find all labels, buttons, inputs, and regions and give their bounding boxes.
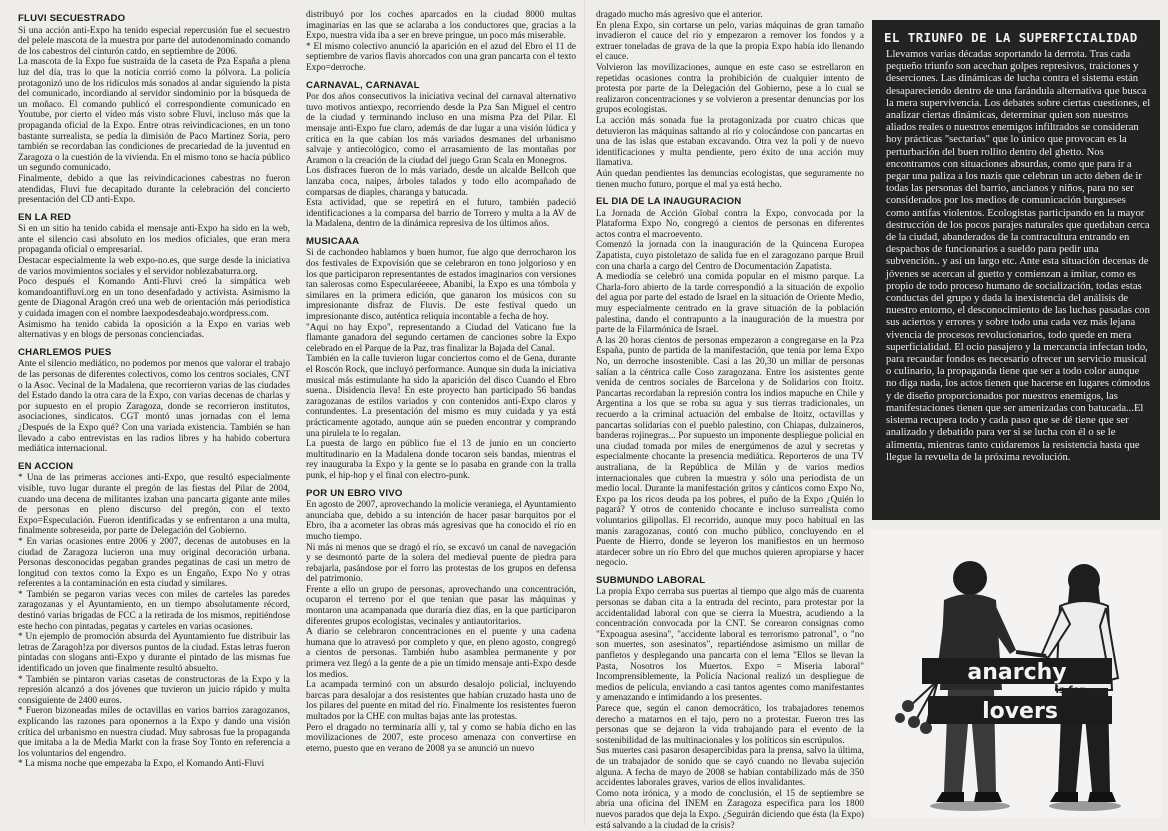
paragraph: * En varias ocasiones entre 2006 y 2007, decenas de autobuses en la ciudad de Zaragoza lucieron una muy original decoración urbana. Personas desconocidas pegaban grandes pegatinas de casi un metro de longitud con textos como la Expo es un Engaño, Expo No y otras referentes a la contaminación en esta ciudad y similares. xyxy=(18,536,290,590)
paragraph: Poco después el Komando Anti-Fluvi creó la simpática web komandoantifluvi.org en un tono desenfadado y activista. Asimismo la gente de Diagonal Aragón creó una web de orientación más periodística y cuidada imagen con el nombre laexpodesdeabajo.wordpress.com. xyxy=(18,277,290,320)
paragraph: * Un ejemplo de promoción absurda del Ayuntamiento fue distribuir las letras de Zaragoh!za por diversos puntos de la ciudad. Estas letras fueron pintadas con slogans anti-Expo y durante el pintado de las mismas fue identificado un joven que finalmente resultó absuelto. xyxy=(18,632,290,675)
paragraph: * Una de las primeras acciones anti-Expo, que resultó especialmente visible, tuvo lugar durante el pregón de las fiestas del Pilar de 2004, cuando una decena de militantes izaban una pancarta gigante ante miles de personas en pleno discurso del pregón, con el texto Expo=Especulación. Fueron identificadas y se enfrentaron a una multa, finalmente sobreseida, por parte de Delegación del Gobierno. xyxy=(18,473,290,537)
section-heading: MUSICAAA xyxy=(306,235,360,247)
paragraph: Ante el silencio mediático, no podemos por menos que valorar el trabajo de las personas de diferentes colectivos, como los centros sociales, CNT o la Asoc. Vecinal de la Madalena, que recorrieron varias de las ciudades del Estado dando la otra cara de la Expo, con varias decenas de charlas y por supuesto en el propio Zaragoza, donde se recorrieron institutos, asociaciones, sindicatos. CGT montó unas jornadas con el lema ¿Después de la Expo qué? Con una variada existencia. También se han llevado a cabo entrevistas en las radios libres y ha habido cobertura mediática internacional. xyxy=(18,359,290,455)
section-heading: EN ACCION xyxy=(18,460,74,472)
page-fold xyxy=(584,0,585,826)
slogan-line-1: anarchy xyxy=(967,660,1067,685)
paragraph: Los disfraces fueron de lo más variado, desde un alcalde Bellcoh que lanzaba coca, naipes, árboles talados y todo ello acompañado de comparsas de diaples, charanga y batucada. xyxy=(306,166,576,198)
paragraph: Ni más ni menos que se dragó el río, se excavó un canal de navegación y se desmontó parte de la solera del medieval puente de piedra para rebajarla, pasándose por el forro las protestas de los grupos en defensa del patrimonio. xyxy=(306,542,576,585)
section-heading: POR UN EBRO VIVO xyxy=(306,487,403,499)
section-heading: CARNAVAL, CARNAVAL xyxy=(306,79,420,91)
slogan-line-3: lovers xyxy=(982,699,1058,724)
paragraph: distribuyó por los coches aparcados en la ciudad 8000 multas imaginarias en las que se aclaraba a los conductores que, gracias a la Expo, nuestra vida iba a ser en breve pringue, un poco más miserable. xyxy=(306,10,576,42)
paragraph: A diario se celebraron concentraciones en el puente y una cadena humana que lo atravesó por completo y que, en pleno agosto, congregó a cientos de personas. También hubo asamblea permanente y por primera vez llegó a la gente de a pie un tímido mensaje anti-Expo desde los medios. xyxy=(306,627,576,680)
paragraph: * También se pegaron varias veces con miles de carteles las paredes zaragozanas y el Ayuntamiento, en un tiempo absolutamente récord, destinó varias brigadas de FCC a la retirada de los mismos, repitiéndose este hecho con pintadas, pegatas y carteles en varias ocasiones. xyxy=(18,589,290,632)
paragraph: Comenzó la jornada con la inauguración de la Quincena Europea Zapatista, cuyo pistoletazo de salida fue en el zaragozano parque Bruil con una charla a cargo del Centro de Documentación Zapatista. xyxy=(596,240,864,272)
paragraph: Destacar especialmente la web expo-no.es, que surge desde la iniciativa de varios movimientos sociales y el servidor noblezabaturra.org. xyxy=(18,256,290,277)
paragraph: La puesta de largo en público fue el 13 de junio en un concierto multitudinario en la Madalena donde tocaron seis bandas, mientras el rey inauguraba la Expo y la gente se lo pasaba en grande con la tralla punk, el hip-hop y el final con electro-punk. xyxy=(306,439,576,481)
paragraph: Por dos años consecutivos la iniciativa vecinal del carnaval alternativo tuvo motivos antiexpo, recorriendo desde la Pza San Miguel el centro de la ciudad y terminando incluso en una misma Pza del Pilar. El mensaje anti-Expo fue claro, además de dar lugar a una visión lúdica y crítica en la que cabían los más variados desmanes del urbanismo salvaje y antiecológico, como el arrasamiento de las montañas por Aramon o la creación de la ciudad del juego Gran Scala en Monegros. xyxy=(306,92,576,166)
column-1 xyxy=(18,10,290,822)
paragraph: En plena Expo, sin cortarse un pelo, varias máquinas de gran tamaño invadieron el cauce del río y empezaron a remover los fondos y a extraer toneladas de grava de la que la propia Expo había ido llenando el cauce. xyxy=(596,20,864,63)
paragraph: A las 20 horas cientos de personas empezaron a congregarse en la Pza España, punto de partida de la manifestación, que tenía por lema Expo No, un derroche insostenible. Casi a las 20,30 un millar de personas salían a la céntrica calle Coso zaragozana. Entre los asistentes gente venida de centros sociales de Barcelona y de Solidarios con Itoitz. Pancartas recordaban la represión contra los indios mapuche en Chile y Argentina a los que se roba su agua y sus tierras tradicionales, un recuerdo a la criminal actuación del embalse de Itoitz, octavillas y pancartas solidarias con el pueblo palestino, con Chiapas, dulzaineros, banderas rojinegras... Por supuesto un imponente despliegue policial en una ciudad tomada por miles de energúmenos de azul y secretas y especialmente chocante la presencia mediática. Reporteros de una TV australiana, de la República de Milán y de varios medios internacionales que cubren la muestra y sólo una periodista de un medio local. Durante la manifestación gritos y cánticos como Expo No, Expo pa los ricos deuda pa los pobres, el puño de la Expo ¿Quién lo pagará? Y otros de contenido chocante e incluso surrealista como voluntarios gilipollas. El recorrido, aunque muy poco habitual en las manis zaragozanas, contó con mucho público, concluyendo en el Puente de Hierro, donde se leyeron los manifiestos en un hermoso atardecer sobre un río Ebro del que muchos quieren apropiarse y hacer negocio. xyxy=(596,335,864,569)
paragraph: La mascota de la Expo fue sustraída de la caseta de Pza España a plena luz del día, tras lo que la noticia corrió como la pólvora. La policía protagonizó uno de los ridículos más sonados al andar siguiendo la pista del comunicado, incordiando al servidor sindominio por la búsqueda de un moñaco. El comando publicó el correspondiente comunicado en Youtube, por cierto el vídeo más visto sobre Fluvi, incluso más que la propaganda oficial de la Expo. Entre otras reivindicaciones, en un tono bastante surrealista, se pedía la dimisión de Paco Martínez Soria, pero también se recordaban las condiciones de precariedad de la juventud en Zaragoza o la cuestión de la vivienda. En el mismo tono se hacía público un segundo comunicado. xyxy=(18,57,290,174)
paragraph: Aún quedan pendientes las denuncias ecologistas, que seguramente no tienen mucho futuro, porque el mal ya está hecho. xyxy=(596,168,864,190)
paragraph: Sus muertes casi pasaron desapercibidas para la prensa, salvo la última, de un trabajador de sonido que se cayó cuando no llevaba sujeción alguna. A fecha de mayo de 2008 se habían contabilizado más de 350 accidentes laborales graves, varios de ellos invalidantes. xyxy=(596,746,864,789)
paragraph: Frente a ello un grupo de personas, aprovechando una concentración, ocuparon el terreno por el que tenían que pasar las máquinas y montaron una acampanada que duraría diez días, en la que participaron diferentes grupos ecologistas, vecinales y antiautoritarios. xyxy=(306,584,576,627)
paragraph: La Jornada de Acción Global contra la Expo, convocada por la Plataforma Expo No, congregó a cientos de personas en diferentes actos contra el macroevento. xyxy=(596,208,864,240)
paragraph: "Aquí no hay Expo", representando a Ciudad del Vaticano fue la flamante ganadora del segundo certamen de canciones sobre la Expo celebrado en el Parque de la Paz, tras finalizar la Bajada del Canal. xyxy=(306,322,576,354)
paragraph: Finalmente, debido a que las reivindicaciones cabestras no fueron atendidas, Fluvi fue decapitado durante la celebración del concierto presentación del CD anti-Expo. xyxy=(18,173,290,206)
paragraph: A mediodía se celebró una comida popular en el mismo parque. La Charla-foro abierto de la tarde correspondió a la situación de expolio del agua por parte del estado de Israel en la situación de Oriente Medio, muy especialmente centrado en la grave situación de la población palestina, dando el contrapunto a la inauguración de la muestra por parte de la Filarmónica de Israel. xyxy=(596,272,864,336)
section-heading: SUBMUNDO LABORAL xyxy=(596,574,706,586)
paragraph: * También se pintaron varias casetas de constructoras de la Expo y la represión alcanzó a dos jóvenes que tuvieron un juicio rápido y multa consiguiente de 2400 euros. xyxy=(18,674,290,706)
column-2 xyxy=(306,10,576,822)
paragraph: Si de cachondeo hablamos y buen humor, fue algo que derrocharon los dos festivales de Expovisión que se celebraron en tono jolgorioso y en los que participaron representantes de estados imaginarios con versiones tan salerosas como Especularéeeee, Abanibi, la Expo es una tómbola y similares en la primera edición, que ganaron los músicos con su impresionante disfraz de Fluvis. De este festival quedo un impresionante disco, auténtica reliquia incontable a fecha de hoy. xyxy=(306,248,576,323)
section-heading: CHARLEMOS PUES xyxy=(18,346,112,358)
paragraph: Como nota irónica, y a modo de conclusión, el 15 de septiembre se abría una oficina del INEM en Zaragoza específica para los 1800 nuevos parados que deja la Expo. ¿Seguirán diciendo que ésta (la Expo) está salvando a la ciudad de la crisis? xyxy=(596,788,864,831)
slogan-line-2: is for xyxy=(1055,685,1085,696)
paragraph: * Fueron bizoneadas miles de octavillas en varios barrios zaragozanos, explicando las razones para oponernos a la Expo y dando una visión crítica del urbanismo en nuestra ciudad. Muy sabrosas fue la propaganda que imitaba a la de Media Markt con la frase Soy Tonto en referencia a los voluntarios del engendro. xyxy=(18,706,290,759)
section-heading: EL DIA DE LA INAUGURACION xyxy=(596,196,742,208)
paragraph: En agosto de 2007, aprovechando la molicie veraniega, el Ayuntamiento anunciaba que, debido a su intención de hacer pasar barquitos por el Ebro, iba a acometer las obras más agresivas que ha conocido el río en mucho tiempo. xyxy=(306,500,576,542)
paragraph: La acampada terminó con un absurdo desalojo policial, incluyendo barcas para desalojar a dos resistentes que habían cruzado hasta uno de los pilares del puente en mitad del río. Finalmente los resistentes fueron multados por la CHE con multas bajas ante las protestas. xyxy=(306,680,576,722)
paragraph: La acción más sonada fue la protagonizada por cuatro chicas que detuvieron las máquinas saltando al río y colocándose con pancartas en una de las islas que estaban excavando. Otra vez la poli y de nuevo identificaciones y multa pendiente, pero éxito de una acción muy llamativa. xyxy=(596,115,864,169)
paragraph: dragado mucho más agresivo que el anterior. xyxy=(596,10,763,20)
section-heading: EN LA RED xyxy=(18,211,72,223)
section-heading: FLUVI SECUESTRADO xyxy=(18,13,126,24)
paragraph: Esta actividad, que se repetirá en el futuro, también padeció identificaciones a la comparsa del barrio de Torrero y multa a la AV de la Madalena, dentro de la dinámica represiva de los últimos años. xyxy=(306,198,576,230)
sidebar-body: Llevamos varias décadas soportando la derrota. Tras cada pequeño triunfo son acechan golpes represivos, traiciones y deserciones. Las dinámicas de lucha contra el sistema están desapareciendo dentro de una farándula alternativa que busca la mera supervivencia. Los debates sobre ciertas cuestiones, el analizar ciertas dinámicas, determinar quien son nuestros aliados reales o nuestros enemigos infiltrados se consideran hoy prácticas "sectarias" que lo único que provocan es la perturbación del buen rollito dentro del ghetto. Nos encontramos con situaciones absurdas, como que para ir a pegar una paliza a los nazis que celebran un acto deben de ir todas las personas del barrio, ancianos y niños, para no ser considerados por los medios de comunicación burgueses como antifas violentos. Ecologistas participando en la mayor destrucción de los pocos parajes naturales que quedaban cerca de la ciudad, abanderados de la contracultura entrando en despachos de funcionarios a sueldo para pedir una subvención.. y así un largo etc. Ante esta situación decenas de jóvenes se acercan al guetto y comienzan a imitar, como es propio de todo proceso humano de socialización, todas estas conductas del grupo y dada la inexistencia del análisis de nuestro entorno, el desconocimiento de las luchas pasadas con sus aciertos y errores y sobre todo una cada vez más lejana vivencia de procesos revolucionarios, todo quede en mera superficialidad. El ocio pasajero y la mercancía infectan todo, para recaudar fondos es necesario ofrecer un servicio musical o culinario, la propaganda tiene que ser a todo color aunque no diga nada, los actos tienen que hacerse en lugares cómodos y de diseño proporcionados por nuestros enemigos, las manifestaciones tienen que ser amenizadas con batucada...El sistema recupera todo y cada paso que se dé tiene que ser analizado y debatido para ver si se lucha con él o se le alimenta, mientras tanto cuidaremos la resistencia hasta que llegue la revuelta de la próxima revolución. xyxy=(886,49,1151,463)
paragraph: Parece que, según el canon democrático, los trabajadores tenemos derecho a matarnos en el tajo, pero no a protestar. Fueron tres las personas que se dejaron la vida trabajando para el evento de la sostenibilidad de las multinacionales y los políticos sin escrúpulos. xyxy=(596,704,864,746)
paragraph: Si una acción anti-Expo ha tenido especial repercusión fue el secuestro del pelele mascota de la muestra por parte del autodenominado comando de los cabestros del cinturón catdo, en septiembre de 2006. xyxy=(18,25,290,57)
illustration-svg xyxy=(870,530,1162,818)
paragraph: La propia Expo cerraba sus puertas al tiempo que algo más de cuarenta personas se daban cita a la entrada del recinto, para protestar por la accidentalidad laboral con que se cierra la Muestra, acudiendo a la concentración convocada por la CNT. Se corearon consignas como "Expoagua asesina", "accidente laboral es terrorismo patronal", o "no son muertes, son asesinatos", repartiéndose asimismo un millar de panfletos y desplegando una pancarta con el lema "Ellos se llevan la Pasta, Nosotros los Muertos. Expo = Miseria laboral" Incomprensiblemente, la Policía Nacional realizó un despliegue de medios de película, enviando a casi tantos agentes como manifestantes y amenazando e intimidando a los presentes. xyxy=(596,587,864,704)
column-3 xyxy=(596,10,864,831)
paragraph: * El mismo colectivo anunció la aparición en el azud del Ebro el 11 de septiembre de varios flavis ahorcados con una gran pancarta con el texto Expo=derroche. xyxy=(306,41,576,73)
paragraph: Volvieron las movilizaciones, aunque en este caso se estrellaron en repetidas ocasiones contra la prohibición de cualquier intento de protesta por parte de la Delegación del Gobierno, pese a lo cual se realizaron concentraciones y se volvieron a presentar denuncias por los grupos ecologistas. xyxy=(596,62,864,116)
paragraph: También en la calle tuvieron lugar conciertos como el de Gena, durante el Roscón Rock, que incluyó performance. Aunque sin duda la iniciativa musical más estimulante ha sido la aparición del disco Cuando el Ebro suena.. Disidencia lleva! En este proyecto han participado 56 bandas zaragozanas de estilos variados y con contenidos anti-Expo claros y contundentes. La presentación del mismo es muy cuidada y ya está prácticamente agotado, aunque aún se pueden encontrar y comprando una pirulela te lo regalan. xyxy=(306,354,576,439)
paragraph: Si en un sitio ha tenido cabida el mensaje anti-Expo ha sido en la web, ante el silencio casi absoluto en los medios oficiales, que eran mera propaganda oficial o empresarial. xyxy=(18,224,290,256)
paragraph: Asimismo ha tenido cabida la oposición a la Expo en varias web alternativas y en blogs de personas concienciadas. xyxy=(18,319,290,341)
sidebar-title: EL TRIUNFO DE LA SUPERFICIALIDAD xyxy=(884,30,1138,45)
sidebar-panel xyxy=(872,20,1160,520)
paragraph: * La misma noche que empezaba la Expo, el Komando Anti-Fluvi xyxy=(18,759,265,770)
anarchy-lovers-illustration xyxy=(870,530,1162,818)
paragraph: Pero el dragado no terminaría allí y, tal y como se había dicho en las movilizaciones de 2007, este proceso amenaza con convertirse en eterno, puesto que en verano de 2008 ya se anunció un nuevo xyxy=(306,722,576,754)
